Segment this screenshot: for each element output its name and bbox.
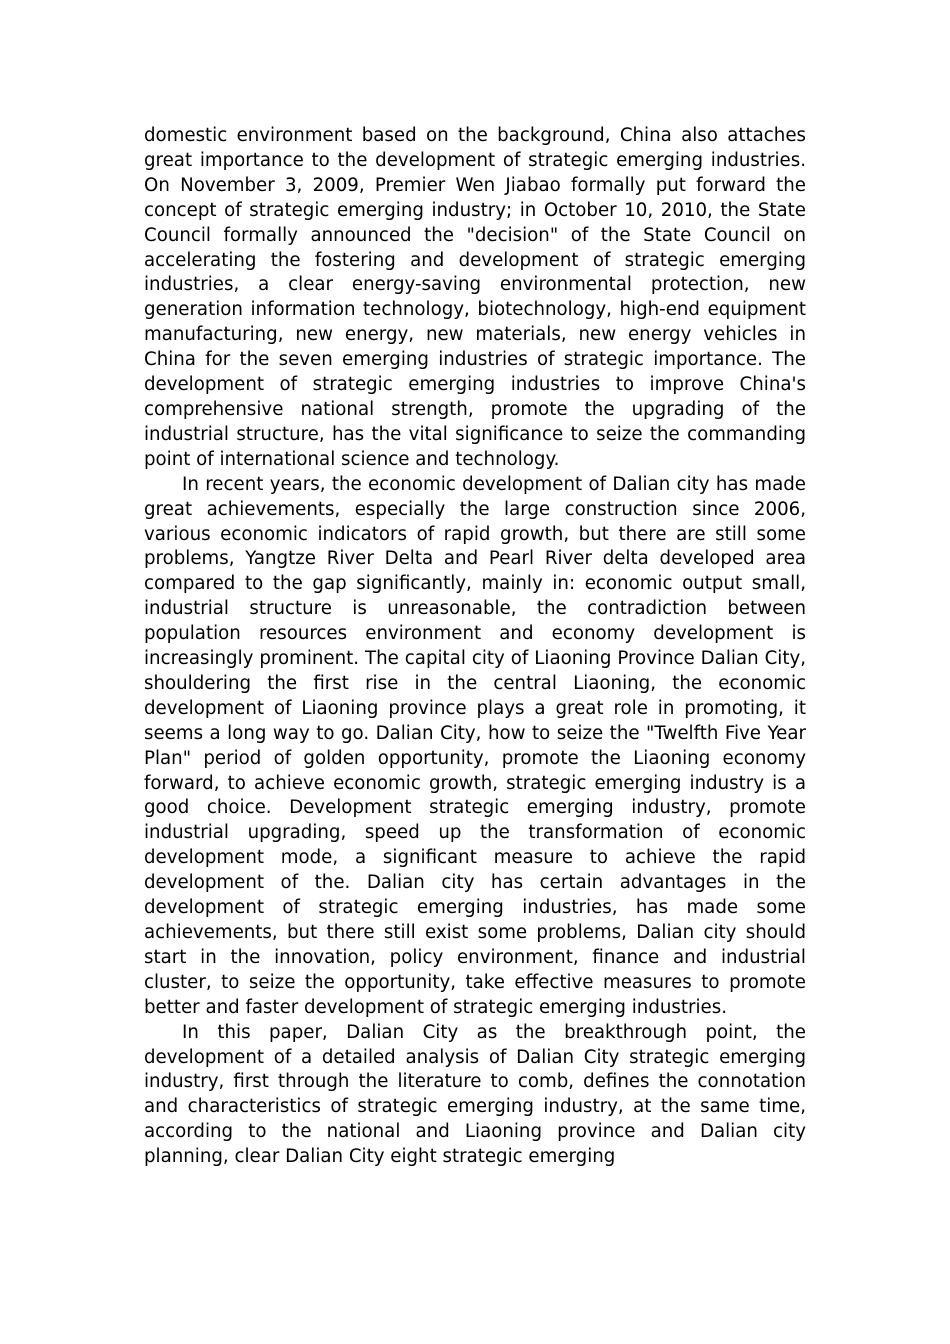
paragraph-2: In recent years, the economic development of Dalian city has made great achievements, especially the large construction since 2006, various economic indicators of rapid growth, but there are still some problems, Yangtze River Delta and Pearl River delta developed area compared to the gap significantly, mainly in: economic output small, industrial structure is unreasonable, the contradiction between population resources environment and economy development is increasingly prominent. The capital city of Liaoning Province Dalian City, shouldering the first rise in the central Liaoning, the economic development of Liaoning province plays a great role in promoting, it seems a long way to go. Dalian City, how to seize the "Twelfth Five Year Plan" period of golden opportunity, promote the Liaoning economy forward, to achieve economic growth, strategic emerging industry is a good choice. Development strategic emerging industry, promote industrial upgrading, speed up the transformation of economic development mode, a significant measure to achieve the rapid development of the. Dalian city has certain advantages in the development of strategic emerging industries, has made some achievements, but there still exist some problems, Dalian city should start in the innovation, policy environment, finance and industrial cluster, to seize the opportunity, take effective measures to promote better and faster development of strategic emerging industries. — [144, 473, 806, 1018]
body-text — [144, 124, 806, 1170]
paragraph-1: domestic environment based on the background, China also attaches great importance to the development of strategic emerging industries. On November 3, 2009, Premier Wen Jiabao formally put forward the concept of strategic emerging industry; in October 10, 2010, the State Council formally announced the "decision" of the State Council on accelerating the fostering and development of strategic emerging industries, a clear energy-saving environmental protection, new generation information technology, biotechnology, high-end equipment manufacturing, new energy, new materials, new energy vehicles in China for the seven emerging industries of strategic importance. The development of strategic emerging industries to improve China's comprehensive national strength, promote the upgrading of the industrial structure, has the vital significance to seize the commanding point of international science and technology. — [144, 125, 806, 470]
paragraph-3: In this paper, Dalian City as the breakthrough point, the development of a detailed analysis of Dalian City strategic emerging industry, first through the literature to comb, defines the connotation and characteristics of strategic emerging industry, at the same time, according to the national and Liaoning province and Dalian city planning, clear Dalian City eight strategic emerging — [144, 1021, 806, 1168]
